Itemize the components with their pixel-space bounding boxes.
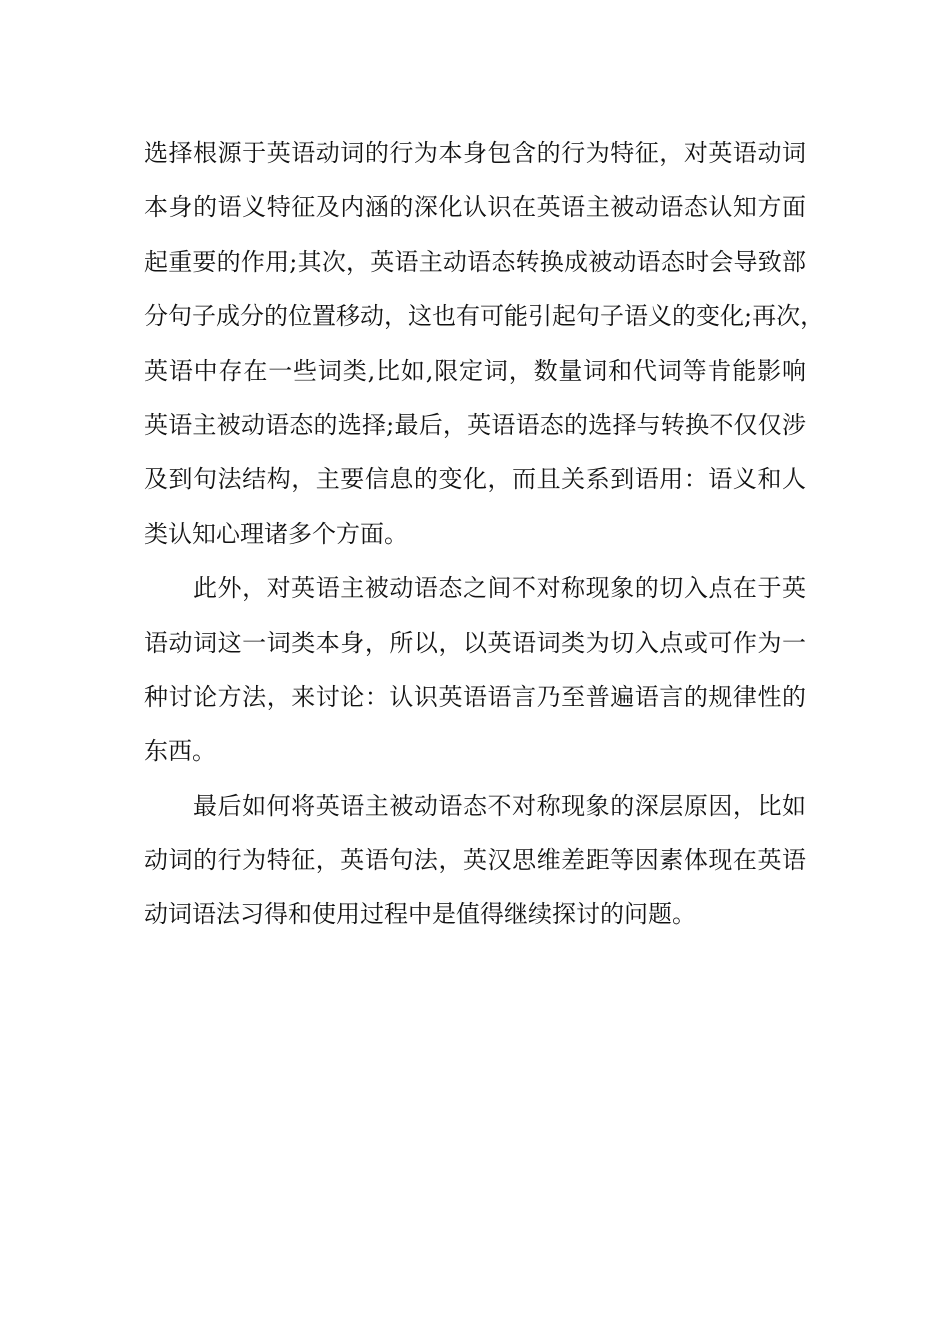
text-line: 最后如何将英语主被动语态不对称现象的深层原因，比如 [193,791,806,820]
text-line: 本身的语义特征及内涵的深化认识在英语主被动语态认知方面 [144,193,806,222]
text-line: 动词语法习得和使用过程中是值得继续探讨的问题。 [144,900,696,929]
text-line: 选择根源于英语动词的行为本身包含的行为特征，对英语动词 [144,139,806,167]
text-line: 及到句法结构，主要信息的变化，而且关系到语用：语义和人 [144,465,806,494]
text-line: 语动词这一词类本身，所以，以英语词类为切入点或可作为一 [144,628,806,657]
paragraph-3 [144,779,806,942]
body-text [144,126,825,942]
text-line: 动词的行为特征，英语句法，英汉思维差距等因素体现在英语 [144,846,806,875]
text-line: 种讨论方法，来讨论：认识英语语言乃至普遍语言的规律性的 [144,682,806,711]
text-line: 类认知心理诸多个方面。 [144,519,408,548]
text-line: 英语主被动语态的选择;最后，英语语态的选择与转换不仅仅涉 [144,410,806,439]
paragraph-2 [144,561,806,779]
paragraph-1 [144,126,825,561]
text-line: 东西。 [144,737,216,766]
text-line: 起重要的作用;其次，英语主动语态转换成被动语态时会导致部 [144,247,806,276]
text-line: 分句子成分的位置移动，这也有可能引起句子语义的变化;再次， [144,302,825,331]
text-line: 此外，对英语主被动语态之间不对称现象的切入点在于英 [193,574,806,603]
text-line: 英语中存在一些词类,比如,限定词，数量词和代词等肯能影响 [144,356,806,385]
